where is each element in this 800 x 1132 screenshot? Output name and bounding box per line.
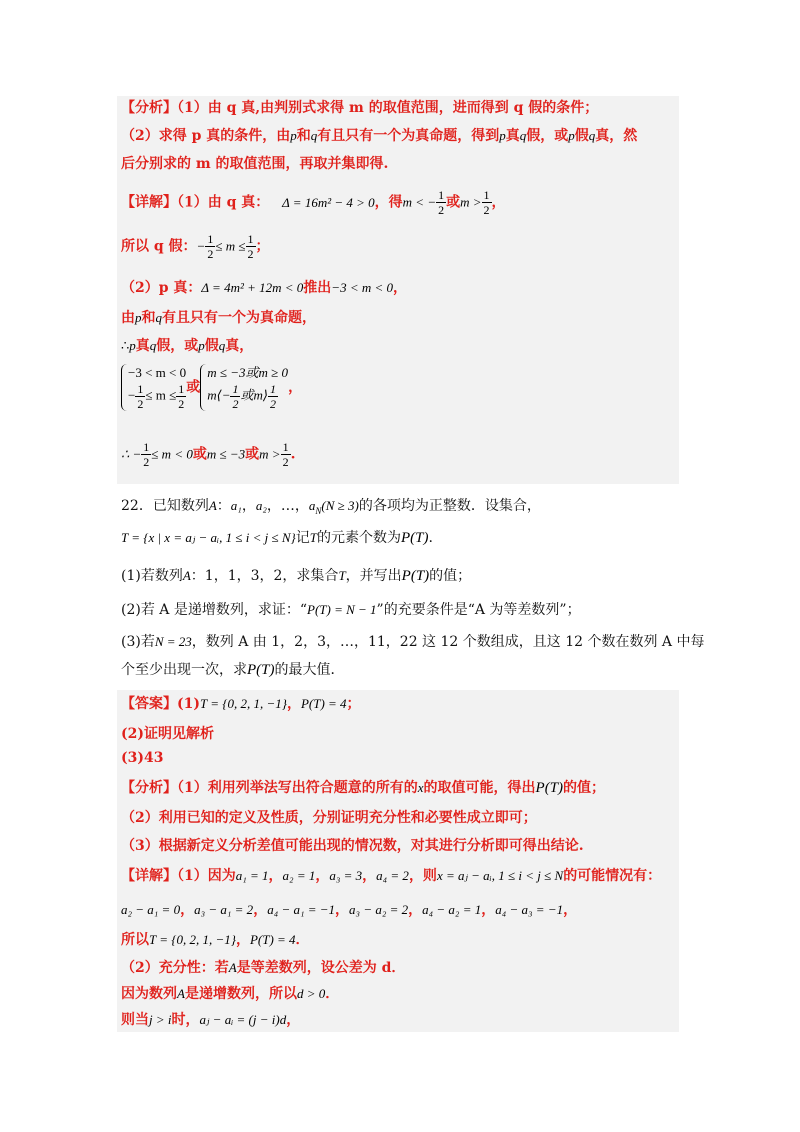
- answer-tag: 【答案】: [121, 696, 177, 712]
- fraction-half: $\frac{1}{2}$: [143, 440, 150, 469]
- detail2-tag: 【详解】: [121, 868, 177, 884]
- detail-line-5: ∴p真q假，或p假q真，: [121, 338, 254, 354]
- fraction-half: $\frac{1}{2}$: [438, 188, 445, 217]
- fraction-half: $\frac{1}{2}$: [282, 440, 289, 469]
- analysis-line-3: 后分别求的 m 的取值范围，再取并集即得.: [121, 156, 389, 172]
- detail2-line-5: 因为数列A是递增数列，所以d > 0．: [121, 986, 340, 1002]
- problem-line-5: (3)若N = 23，数列 A 由 1，2，3，…，11，22 这 12 个数组成，且这 12 个数在数列 A 中每: [121, 634, 705, 650]
- analysis2-line-1: 【分析】（1）利用列举法写出符合题意的所有的x的取值可能，得出P(T)的值；: [121, 780, 606, 796]
- problem-line-3: (1)若数列A：1，1，3，2，求集合T，并写出P(T)的值；: [121, 568, 472, 584]
- detail-line-1: 【详解】（1）由 q 真： Δ = 16m² − 4 > 0，得m < − $\frac{1}{2}$ 或m > $\frac{1}{2}$ ，: [121, 188, 506, 217]
- answer-line-1: 【答案】(1)T = {0, 2, 1, −1}，P(T) = 4；: [121, 696, 361, 712]
- problem-line-6: 个至少出现一次，求P(T)的最大值．: [121, 662, 345, 678]
- analysis-line-1: [121, 98, 598, 118]
- problem-line-2: T = {x | x = aⱼ − aᵢ, 1 ≤ i < j ≤ N}记T的元素个数为P(T).: [121, 530, 433, 546]
- detail2-line-1: 【详解】（1）因为a₁ = 1，a₂ = 1，a₃ = 3，a₄ = 2，则x = aⱼ − aᵢ, 1 ≤ i < j ≤ N的可能情况有：: [121, 868, 662, 884]
- detail-line-6: −3 < m < 0 − $\frac{1}{2}$ ≤ m ≤ $\frac{1}{2}$ 或 m ≤ −3或m ≥ 0 m⟨− $\frac{1}{2}$ 或m⟩ $\frac{1}{2}$ ，: [121, 364, 302, 411]
- case-system-1: −3 < m < 0 − $\frac{1}{2}$ ≤ m ≤ $\frac{1}{2}$: [121, 364, 186, 411]
- fraction-half: $\frac{1}{2}$: [483, 188, 490, 217]
- detail-line-7: ∴ − $\frac{1}{2}$ ≤ m < 0或m ≤ −3或m > $\frac{1}{2}$ .: [121, 440, 296, 469]
- case-system-2: m ≤ −3或m ≥ 0 m⟨− $\frac{1}{2}$ 或m⟩ $\frac{1}{2}$: [200, 364, 288, 411]
- detail2-line-2: a₂ − a₁ = 0，a₃ − a₁ = 2，a₄ − a₁ = −1，a₃ − a₂ = 2，a₄ − a₂ = 1，a₄ − a₃ = −1，: [121, 902, 578, 918]
- detail-line-3: （2）p 真：Δ = 4m² + 12m < 0推出−3 < m < 0，: [121, 280, 408, 296]
- answer-line-2: (2)证明见解析: [121, 726, 214, 742]
- problem-line-4: (2)若 A 是递增数列，求证：“P(T) = N − 1”的充要条件是“A 为等差数列”；: [121, 602, 581, 618]
- fraction-half: $\frac{1}{2}$: [247, 232, 254, 261]
- fraction-half: $\frac{1}{2}$: [207, 232, 214, 261]
- analysis2-tag: 【分析】: [121, 780, 177, 796]
- detail2-line-3: 所以T = {0, 2, 1, −1}，P(T) = 4．: [121, 932, 310, 948]
- answer-line-3: (3)43: [121, 750, 164, 766]
- analysis2-line-3: （3）根据新定义分析差值可能出现的情况数，对其进行分析即可得出结论.: [121, 838, 584, 854]
- detail2-line-4: （2）充分性：若A是等差数列，设公差为 d．: [121, 960, 406, 976]
- detail-line-4: 由p和q有且只有一个为真命题，: [121, 310, 316, 326]
- analysis-tag: 【分析】: [121, 100, 177, 116]
- analysis-text-1: （1）由 q 真,由判别式求得 m 的取值范围，进而得到 q 假的条件；: [177, 100, 599, 116]
- problem-line-1: 22．已知数列A：a₁，a₂，…，$a_N(N \ge 3)$的各项均为正整数．设集合，: [121, 498, 541, 516]
- detail-line-2: 所以 q 假：− $\frac{1}{2}$ ≤ m ≤ $\frac{1}{2}$ ；: [121, 232, 270, 261]
- analysis2-line-2: （2）利用已知的定义及性质，分别证明充分性和必要性成立即可；: [121, 810, 537, 826]
- analysis-line-2: （2）求得 p 真的条件，由p和q有且只有一个为真命题，得到p真q假，或p假q真，然: [121, 128, 638, 144]
- detail2-line-6: 则当j > i时，aⱼ − aᵢ = (j − i)d，: [121, 1012, 301, 1028]
